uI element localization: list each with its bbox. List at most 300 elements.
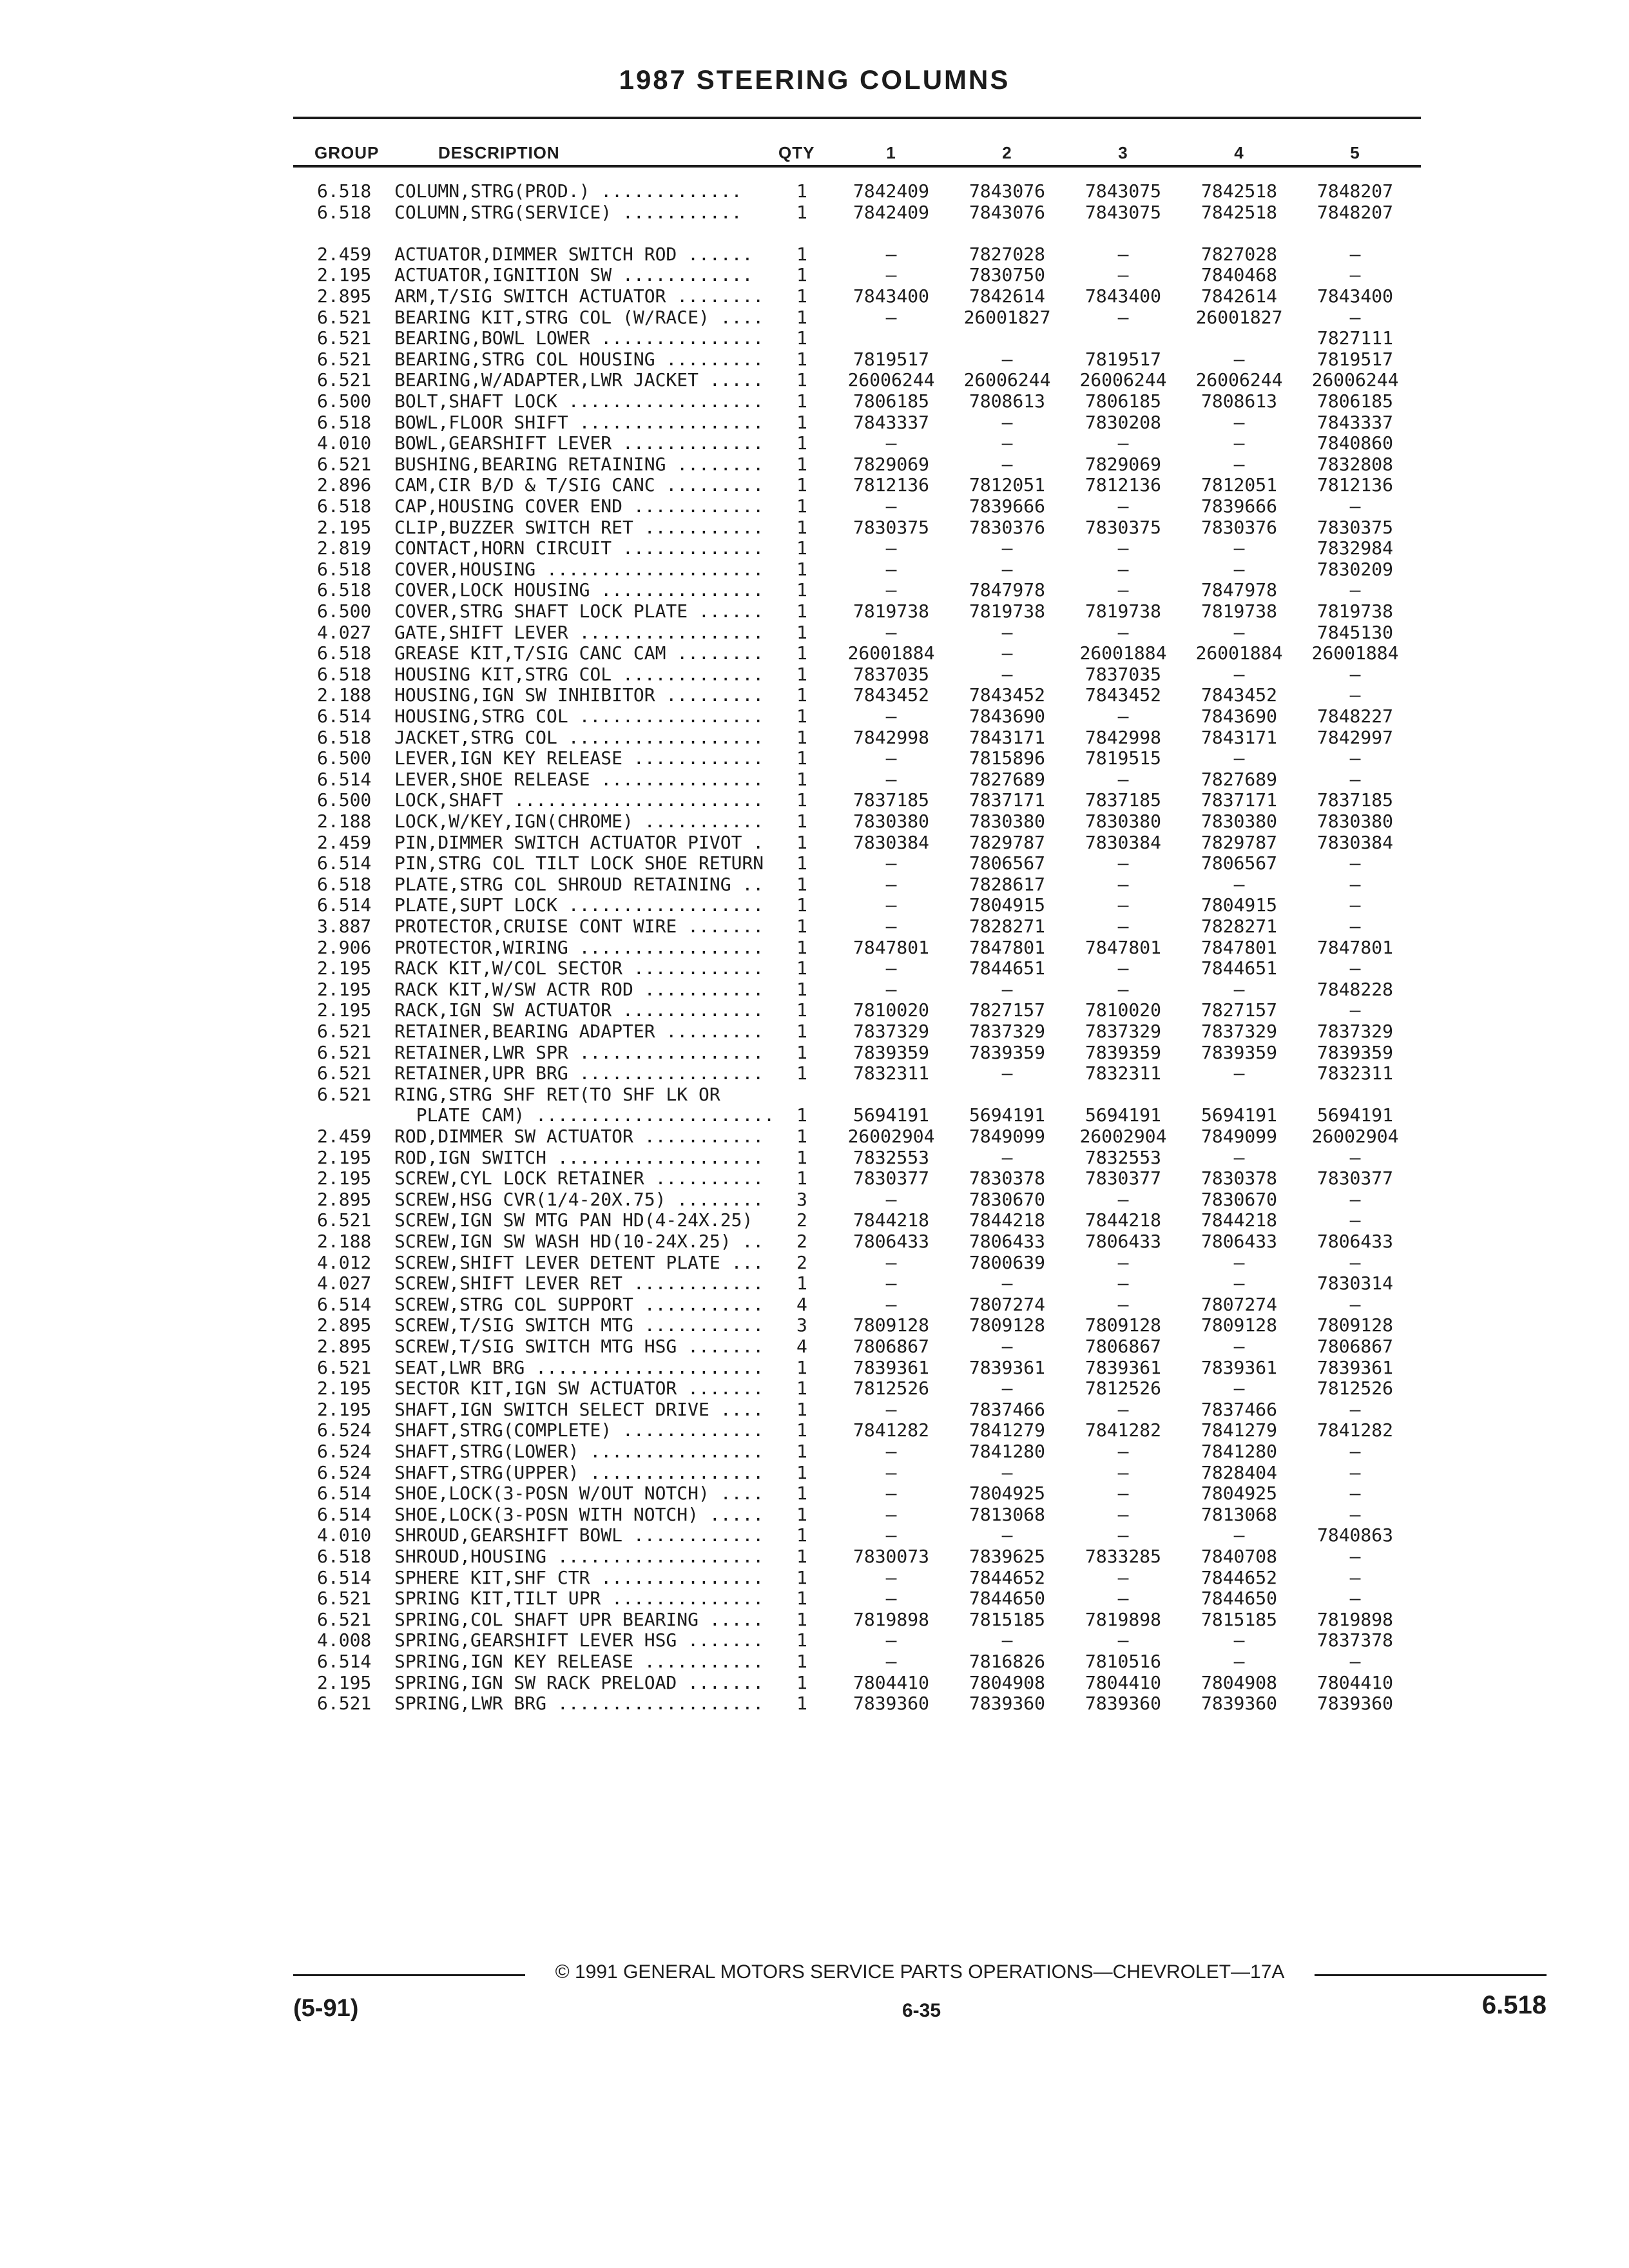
group-code: 2.895 xyxy=(317,285,372,307)
part-number-col-5: 7841282 xyxy=(1316,1419,1393,1441)
part-number-col-5: 7830375 xyxy=(1316,516,1393,538)
part-number-col-1: 7829069 xyxy=(853,453,929,475)
part-number-col-5: — xyxy=(1349,957,1361,979)
part-number-col-3: 7830377 xyxy=(1084,1168,1161,1189)
part-number-col-3: 26002904 xyxy=(1079,1126,1167,1147)
part-number-col-4: — xyxy=(1233,1146,1245,1168)
part-qty: 2 xyxy=(796,1251,807,1273)
part-qty: 1 xyxy=(796,1104,807,1126)
table-row xyxy=(0,1252,1629,1273)
part-number-col-3: 7844218 xyxy=(1084,1209,1161,1231)
part-number-col-2: 7839360 xyxy=(969,1693,1045,1715)
part-description: ACTUATOR,IGNITION SW ............ xyxy=(394,264,753,286)
part-number-col-1: 7839360 xyxy=(853,1693,929,1715)
part-description: BOWL,FLOOR SHIFT ................. xyxy=(394,411,764,433)
part-number-col-1: 7806185 xyxy=(853,390,929,412)
part-description: SPRING,COL SHAFT UPR BEARING ..... xyxy=(394,1608,764,1630)
part-number-col-3: — xyxy=(1117,1251,1129,1273)
group-code: 2.906 xyxy=(317,936,372,958)
part-qty: 4 xyxy=(796,1336,807,1357)
part-number-col-1: 7843337 xyxy=(853,411,929,433)
part-number-col-4: 7839666 xyxy=(1200,495,1277,517)
part-number-col-3: 7812136 xyxy=(1084,474,1161,496)
table-row xyxy=(0,559,1629,580)
group-code: 6.518 xyxy=(317,1546,372,1567)
part-description: SHOE,LOCK(3-POSN W/OUT NOTCH) .... xyxy=(394,1483,764,1504)
table-row xyxy=(0,1209,1629,1231)
part-number-col-1: 7830384 xyxy=(853,831,929,853)
part-number-col-1: — xyxy=(885,558,897,580)
part-description: SCREW,SHIFT LEVER DETENT PLATE ... xyxy=(394,1251,764,1273)
table-row xyxy=(0,1483,1629,1504)
part-number-col-3: 7819738 xyxy=(1084,601,1161,622)
part-number-col-5: — xyxy=(1349,1461,1361,1483)
part-number-col-1: — xyxy=(885,1398,897,1420)
part-number-col-4: — xyxy=(1233,348,1245,370)
group-code: 4.008 xyxy=(317,1629,372,1651)
part-number-col-4: 7830376 xyxy=(1200,516,1277,538)
part-number-col-4: 7809128 xyxy=(1200,1314,1277,1336)
part-number-col-2: 7827028 xyxy=(969,243,1045,265)
part-description: RETAINER,BEARING ADAPTER ......... xyxy=(394,1021,764,1042)
part-number-col-5: 7819738 xyxy=(1316,601,1393,622)
part-number-col-1: 26001884 xyxy=(847,642,935,664)
part-number-col-2: 7843690 xyxy=(969,706,1045,727)
group-code: 6.518 xyxy=(317,558,372,580)
part-number-col-2: 7813068 xyxy=(969,1503,1045,1525)
part-qty: 1 xyxy=(796,999,807,1021)
part-qty: 1 xyxy=(796,789,807,811)
part-description: COVER,STRG SHAFT LOCK PLATE ...... xyxy=(394,601,764,622)
part-number-col-2: 7849099 xyxy=(969,1126,1045,1147)
part-number-col-4: 7843452 xyxy=(1200,684,1277,706)
group-code: 6.518 xyxy=(317,411,372,433)
part-number-col-1: 7843452 xyxy=(853,684,929,706)
table-row xyxy=(0,390,1629,412)
part-number-col-4: 7806567 xyxy=(1200,852,1277,874)
table-row xyxy=(0,1314,1629,1336)
part-qty: 1 xyxy=(796,1524,807,1546)
part-number-col-5: 7847801 xyxy=(1316,936,1393,958)
part-number-col-1: — xyxy=(885,768,897,790)
group-code: 6.521 xyxy=(317,1356,372,1378)
part-number-col-4: 7839361 xyxy=(1200,1356,1277,1378)
part-number-col-4: 7808613 xyxy=(1200,390,1277,412)
part-description: SHROUD,HOUSING ................... xyxy=(394,1546,764,1567)
part-number-col-1: — xyxy=(885,1483,897,1504)
group-code: 3.887 xyxy=(317,916,372,937)
part-number-col-2: 7819738 xyxy=(969,601,1045,622)
part-number-col-1: 7837185 xyxy=(853,789,929,811)
part-qty: 1 xyxy=(796,1608,807,1630)
part-qty: 1 xyxy=(796,1146,807,1168)
part-qty: 1 xyxy=(796,1441,807,1462)
part-number-col-3: 7837185 xyxy=(1084,789,1161,811)
header-col-2: 2 xyxy=(1002,143,1012,162)
part-number-col-3: 7843452 xyxy=(1084,684,1161,706)
part-number-col-4: 7839360 xyxy=(1200,1693,1277,1715)
part-number-col-4: 7849099 xyxy=(1200,1126,1277,1147)
group-code: 6.514 xyxy=(317,1503,372,1525)
part-qty: 1 xyxy=(796,831,807,853)
group-code: 6.518 xyxy=(317,180,372,202)
group-code: 6.514 xyxy=(317,894,372,916)
part-number-col-3: — xyxy=(1117,706,1129,727)
part-qty: 1 xyxy=(796,1546,807,1567)
part-number-col-2: — xyxy=(1001,642,1013,664)
part-number-col-1: 7819517 xyxy=(853,348,929,370)
part-number-col-5: 7837378 xyxy=(1316,1629,1393,1651)
part-number-col-4: 7840708 xyxy=(1200,1546,1277,1567)
part-number-col-2: 7844652 xyxy=(969,1566,1045,1588)
header-group: GROUP xyxy=(314,143,380,162)
table-row xyxy=(0,222,1629,244)
part-description: COVER,LOCK HOUSING ............... xyxy=(394,579,764,601)
part-number-col-5: — xyxy=(1349,1546,1361,1567)
part-qty: 1 xyxy=(796,978,807,1000)
table-row xyxy=(0,1462,1629,1483)
part-number-col-5: 7812136 xyxy=(1316,474,1393,496)
part-description: SEAT,LWR BRG ..................... xyxy=(394,1356,764,1378)
group-code: 6.514 xyxy=(317,1483,372,1504)
part-description: PIN,DIMMER SWITCH ACTUATOR PIVOT . xyxy=(394,831,764,853)
part-qty: 1 xyxy=(796,1671,807,1693)
group-code: 6.521 xyxy=(317,348,372,370)
part-number-col-1: — xyxy=(885,1273,897,1294)
part-number-col-3: — xyxy=(1117,1461,1129,1483)
group-code: 2.459 xyxy=(317,243,372,265)
part-number-col-2: 7808613 xyxy=(969,390,1045,412)
part-number-col-4: 7804908 xyxy=(1200,1671,1277,1693)
part-number-col-1: 7839361 xyxy=(853,1356,929,1378)
table-row xyxy=(0,1546,1629,1567)
part-number-col-5: 7830384 xyxy=(1316,831,1393,853)
part-qty: 1 xyxy=(796,285,807,307)
part-number-col-4: — xyxy=(1233,1273,1245,1294)
part-number-col-1: — xyxy=(885,873,897,895)
part-qty: 1 xyxy=(796,369,807,391)
part-qty: 1 xyxy=(796,306,807,328)
part-qty: 1 xyxy=(796,495,807,517)
group-code: 4.012 xyxy=(317,1251,372,1273)
part-number-col-2: 7827689 xyxy=(969,768,1045,790)
part-number-col-3: — xyxy=(1117,916,1129,937)
part-qty: 2 xyxy=(796,1231,807,1252)
group-code: 6.521 xyxy=(317,1041,372,1063)
part-qty: 1 xyxy=(796,1651,807,1672)
part-number-col-1: — xyxy=(885,894,897,916)
part-number-col-5: — xyxy=(1349,1441,1361,1462)
part-number-col-1: 26002904 xyxy=(847,1126,935,1147)
part-qty: 1 xyxy=(796,1378,807,1399)
part-qty: 1 xyxy=(796,243,807,265)
part-number-col-1: 7830375 xyxy=(853,516,929,538)
part-number-col-2: 7830750 xyxy=(969,264,1045,286)
part-description: RETAINER,LWR SPR ................. xyxy=(394,1041,764,1063)
part-number-col-3: — xyxy=(1117,978,1129,1000)
part-number-col-2: 7837329 xyxy=(969,1021,1045,1042)
part-number-col-3: — xyxy=(1117,1293,1129,1315)
part-number-col-5: — xyxy=(1349,768,1361,790)
part-number-col-5: — xyxy=(1349,1398,1361,1420)
group-code: 6.514 xyxy=(317,1651,372,1672)
part-qty: 1 xyxy=(796,873,807,895)
part-number-col-5: — xyxy=(1349,873,1361,895)
part-description: COLUMN,STRG(PROD.) ............. xyxy=(394,180,742,202)
group-code: 4.010 xyxy=(317,1524,372,1546)
part-qty: 1 xyxy=(796,957,807,979)
part-number-col-4: 7804925 xyxy=(1200,1483,1277,1504)
part-number-col-4: 7841279 xyxy=(1200,1419,1277,1441)
part-number-col-4: 7842518 xyxy=(1200,201,1277,223)
part-description: RACK,IGN SW ACTUATOR ............. xyxy=(394,999,764,1021)
part-number-col-4: 7841280 xyxy=(1200,1441,1277,1462)
part-description: SPRING,GEARSHIFT LEVER HSG ....... xyxy=(394,1629,764,1651)
part-number-col-1: — xyxy=(885,957,897,979)
group-code: 4.027 xyxy=(317,1273,372,1294)
part-qty: 1 xyxy=(796,621,807,643)
part-qty: 1 xyxy=(796,601,807,622)
part-qty: 1 xyxy=(796,1062,807,1084)
part-number-col-1: 7812136 xyxy=(853,474,929,496)
table-row xyxy=(0,1189,1629,1210)
part-number-col-1: 7806867 xyxy=(853,1336,929,1357)
part-number-col-1: — xyxy=(885,1461,897,1483)
group-code: 2.195 xyxy=(317,999,372,1021)
part-number-col-5: 7843337 xyxy=(1316,411,1393,433)
part-description: BOLT,SHAFT LOCK .................. xyxy=(394,390,764,412)
part-qty: 1 xyxy=(796,1041,807,1063)
group-code: 6.518 xyxy=(317,726,372,748)
part-number-col-2: — xyxy=(1001,537,1013,559)
part-qty: 1 xyxy=(796,348,807,370)
part-description: SCREW,T/SIG SWITCH MTG ........... xyxy=(394,1314,764,1336)
part-description: LOCK,W/KEY,IGN(CHROME) ........... xyxy=(394,811,764,832)
part-number-col-5: — xyxy=(1349,1251,1361,1273)
part-number-col-5: 7839359 xyxy=(1316,1041,1393,1063)
part-number-col-2: 7843452 xyxy=(969,684,1045,706)
part-qty: 1 xyxy=(796,1483,807,1504)
part-description: GREASE KIT,T/SIG CANC CAM ........ xyxy=(394,642,764,664)
part-number-col-2: 7828617 xyxy=(969,873,1045,895)
part-number-col-3: — xyxy=(1117,852,1129,874)
part-number-col-5: — xyxy=(1349,1188,1361,1210)
table-row xyxy=(0,369,1629,390)
part-number-col-3: 7841282 xyxy=(1084,1419,1161,1441)
table-row xyxy=(0,852,1629,874)
part-number-col-3: — xyxy=(1117,243,1129,265)
part-number-col-2: 7843076 xyxy=(969,180,1045,202)
part-number-col-5: 7832984 xyxy=(1316,537,1393,559)
part-number-col-4: 7842614 xyxy=(1200,285,1277,307)
part-number-col-3: 7806867 xyxy=(1084,1336,1161,1357)
part-description: SCREW,STRG COL SUPPORT ........... xyxy=(394,1293,764,1315)
table-row xyxy=(0,1567,1629,1588)
part-number-col-5: 5694191 xyxy=(1316,1104,1393,1126)
part-number-col-1: — xyxy=(885,1524,897,1546)
part-number-col-4: 7847978 xyxy=(1200,579,1277,601)
part-number-col-4: — xyxy=(1233,453,1245,475)
part-number-col-2: 7804925 xyxy=(969,1483,1045,1504)
table-row xyxy=(0,1651,1629,1672)
table-row xyxy=(0,1294,1629,1315)
part-description: PLATE CAM) ...................... xyxy=(394,1104,775,1126)
part-description: LOCK,SHAFT ....................... xyxy=(394,789,764,811)
part-qty: 1 xyxy=(796,811,807,832)
part-number-col-2: 7815896 xyxy=(969,747,1045,769)
part-number-col-1: 7839359 xyxy=(853,1041,929,1063)
part-qty: 1 xyxy=(796,747,807,769)
table-row xyxy=(0,664,1629,685)
part-description: COLUMN,STRG(SERVICE) ........... xyxy=(394,201,742,223)
part-number-col-2: 7841280 xyxy=(969,1441,1045,1462)
part-number-col-5: 26001884 xyxy=(1311,642,1399,664)
group-code: 6.521 xyxy=(317,1209,372,1231)
part-number-col-3: 7843400 xyxy=(1084,285,1161,307)
part-number-col-3: 7847801 xyxy=(1084,936,1161,958)
part-number-col-1: 7809128 xyxy=(853,1314,929,1336)
part-description: ARM,T/SIG SWITCH ACTUATOR ........ xyxy=(394,285,764,307)
part-number-col-1: 7819898 xyxy=(853,1608,929,1630)
part-number-col-2: 7807274 xyxy=(969,1293,1045,1315)
group-code: 6.518 xyxy=(317,495,372,517)
part-number-col-5: 7837185 xyxy=(1316,789,1393,811)
part-number-col-2: 7839361 xyxy=(969,1356,1045,1378)
part-number-col-2: 7844651 xyxy=(969,957,1045,979)
part-number-col-3: — xyxy=(1117,1398,1129,1420)
part-number-col-1: 7847801 xyxy=(853,936,929,958)
part-number-col-2: 7804908 xyxy=(969,1671,1045,1693)
part-number-col-2: 7809128 xyxy=(969,1314,1045,1336)
part-number-col-4: 7829787 xyxy=(1200,831,1277,853)
part-number-col-4: 7844651 xyxy=(1200,957,1277,979)
group-code: 6.521 xyxy=(317,453,372,475)
part-number-col-2: 7806433 xyxy=(969,1231,1045,1252)
part-number-col-5: 7839360 xyxy=(1316,1693,1393,1715)
part-description: SECTOR KIT,IGN SW ACTUATOR ....... xyxy=(394,1378,764,1399)
part-qty: 1 xyxy=(796,726,807,748)
part-number-col-4: 7830378 xyxy=(1200,1168,1277,1189)
part-number-col-3: 7833285 xyxy=(1084,1546,1161,1567)
table-row xyxy=(0,1062,1629,1084)
part-description: HOUSING,STRG COL ................. xyxy=(394,706,764,727)
part-qty: 1 xyxy=(796,768,807,790)
part-qty: 1 xyxy=(796,1629,807,1651)
part-number-col-5: 7830377 xyxy=(1316,1168,1393,1189)
part-number-col-2: — xyxy=(1001,348,1013,370)
part-number-col-3: — xyxy=(1117,1629,1129,1651)
group-code: 2.188 xyxy=(317,1231,372,1252)
table-row xyxy=(0,202,1629,223)
part-number-col-3: 7806185 xyxy=(1084,390,1161,412)
table-row xyxy=(0,1126,1629,1147)
part-number-col-1: 7837329 xyxy=(853,1021,929,1042)
part-qty: 1 xyxy=(796,264,807,286)
part-number-col-5: 7830314 xyxy=(1316,1273,1393,1294)
part-number-col-3: 7809128 xyxy=(1084,1314,1161,1336)
group-code: 2.896 xyxy=(317,474,372,496)
part-number-col-2: — xyxy=(1001,978,1013,1000)
part-number-col-3: 7839359 xyxy=(1084,1041,1161,1063)
table-row xyxy=(0,1168,1629,1189)
part-number-col-5: 7839361 xyxy=(1316,1356,1393,1378)
part-number-col-1: 7830073 xyxy=(853,1546,929,1567)
part-qty: 1 xyxy=(796,894,807,916)
footer-page-number: 6-35 xyxy=(901,2000,941,2021)
part-description: CAP,HOUSING COVER END ............ xyxy=(394,495,764,517)
part-number-col-5: — xyxy=(1349,684,1361,706)
part-number-col-4: 7844650 xyxy=(1200,1588,1277,1610)
group-code: 2.195 xyxy=(317,264,372,286)
part-number-col-1: — xyxy=(885,1629,897,1651)
part-number-col-4: — xyxy=(1233,537,1245,559)
part-description: ACTUATOR,DIMMER SWITCH ROD ...... xyxy=(394,243,753,265)
part-qty: 4 xyxy=(796,1293,807,1315)
part-number-col-4: — xyxy=(1233,747,1245,769)
part-qty: 1 xyxy=(796,579,807,601)
table-row xyxy=(0,349,1629,370)
part-number-col-2: 7816826 xyxy=(969,1651,1045,1672)
part-description: LEVER,SHOE RELEASE ............... xyxy=(394,768,764,790)
table-row xyxy=(0,1231,1629,1252)
table-row xyxy=(0,537,1629,559)
part-number-col-4: 7842518 xyxy=(1200,180,1277,202)
part-number-col-4: 7843171 xyxy=(1200,726,1277,748)
part-number-col-5: 7848207 xyxy=(1316,201,1393,223)
part-description: CONTACT,HORN CIRCUIT ............. xyxy=(394,537,764,559)
part-description: SHAFT,IGN SWITCH SELECT DRIVE .... xyxy=(394,1398,764,1420)
part-number-col-4: — xyxy=(1233,1524,1245,1546)
part-number-col-5: — xyxy=(1349,306,1361,328)
part-number-col-4: 26001884 xyxy=(1195,642,1283,664)
part-number-col-3: 7843075 xyxy=(1084,201,1161,223)
group-code: 6.518 xyxy=(317,873,372,895)
table-row xyxy=(0,937,1629,958)
part-number-col-1: 26006244 xyxy=(847,369,935,391)
part-number-col-3: — xyxy=(1117,1441,1129,1462)
part-number-col-5: — xyxy=(1349,579,1361,601)
part-number-col-4: — xyxy=(1233,411,1245,433)
part-number-col-5: 7837329 xyxy=(1316,1021,1393,1042)
part-description: JACKET,STRG COL .................. xyxy=(394,726,764,748)
part-number-col-3: — xyxy=(1117,1503,1129,1525)
group-code: 6.500 xyxy=(317,747,372,769)
table-row xyxy=(0,642,1629,664)
table-row xyxy=(0,894,1629,916)
group-code: 2.895 xyxy=(317,1314,372,1336)
part-number-col-3: — xyxy=(1117,1483,1129,1504)
group-code: 6.521 xyxy=(317,306,372,328)
group-code: 2.459 xyxy=(317,831,372,853)
part-description: ROD,DIMMER SW ACTUATOR ........... xyxy=(394,1126,764,1147)
part-number-col-5: 7806185 xyxy=(1316,390,1393,412)
part-description: CLIP,BUZZER SWITCH RET ........... xyxy=(394,516,764,538)
part-number-col-3: — xyxy=(1117,768,1129,790)
part-number-col-4: — xyxy=(1233,1251,1245,1273)
part-number-col-3: 7837329 xyxy=(1084,1021,1161,1042)
part-number-col-1: — xyxy=(885,495,897,517)
part-number-col-1: 7844218 xyxy=(853,1209,929,1231)
table-row xyxy=(0,1524,1629,1546)
header-qty: QTY xyxy=(778,143,815,162)
group-code: 2.195 xyxy=(317,978,372,1000)
group-code: 2.195 xyxy=(317,1168,372,1189)
part-number-col-1: — xyxy=(885,1566,897,1588)
part-number-col-2: 7800639 xyxy=(969,1251,1045,1273)
group-code: 6.524 xyxy=(317,1441,372,1462)
part-number-col-5: 7806867 xyxy=(1316,1336,1393,1357)
table-row xyxy=(0,285,1629,307)
